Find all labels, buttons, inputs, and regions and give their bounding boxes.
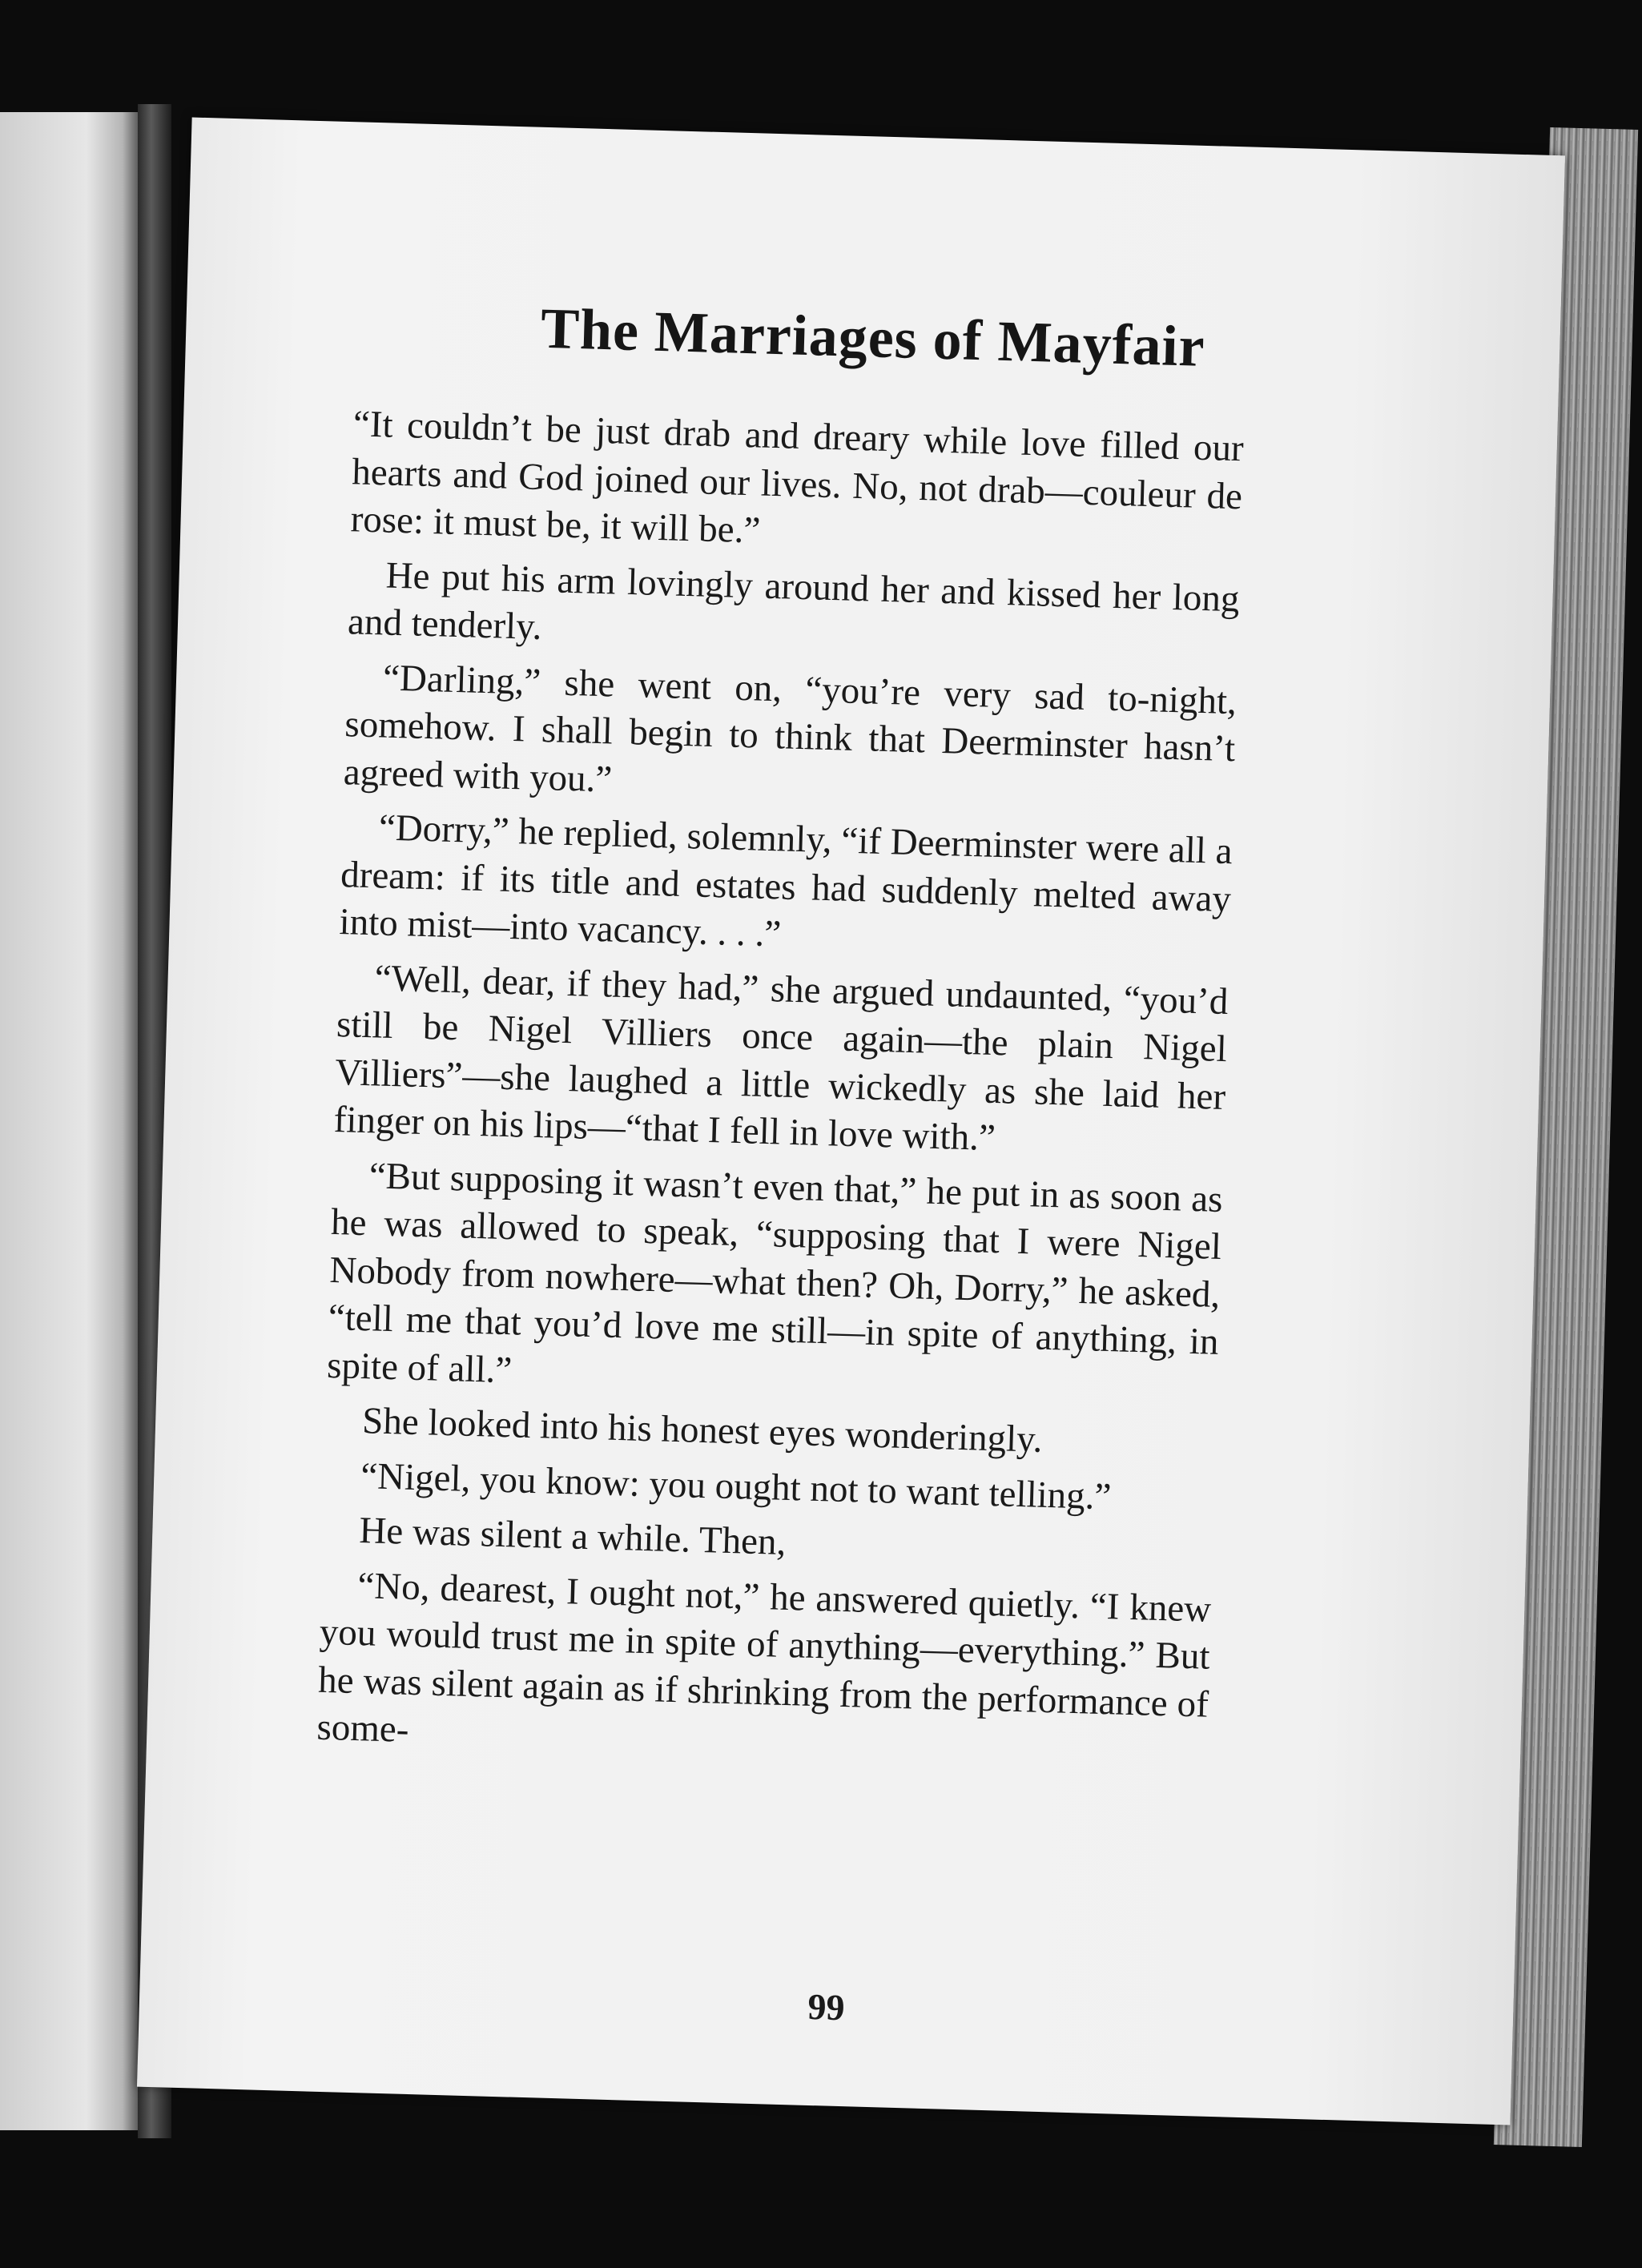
paragraph: “Darling,” she went on, “you’re very sad to-night, somehow. I shall begin to think that Deerminster hasn’t agreed with you.” <box>343 656 1238 800</box>
paragraph: “But supposing it wasn’t even that,” he put in as soon as he was allowed to speak, “supposing that I were Nigel Nobody from nowhere—what then? Oh, Dorry,” he asked, “tell me that you’d love me still—in spite of anything, in spite of all.” <box>326 1154 1224 1391</box>
paragraph: “Dorry,” he replied, solemnly, “if Deerminster were all a dream: if its title and estates had suddenly melted away into mist—into vacancy. . . .” <box>338 806 1234 955</box>
paragraph: “It couldn’t be just drab and dreary while love filled our hearts and God joined our lives. No, not drab—couleur de rose: it must be, it will be.” <box>350 403 1245 552</box>
book-page <box>137 118 1565 2125</box>
paragraph: “Nigel, you know: you ought not to want telling.” <box>360 1454 1113 1518</box>
page-body <box>316 400 1245 1783</box>
paragraph: He was silent a while. Then, <box>358 1510 787 1563</box>
paragraph: She looked into his honest eyes wonderingly. <box>361 1400 1044 1461</box>
paragraph: “Well, dear, if they had,” she argued undaunted, “you’d still be Nigel Villiers once again—the plain Nigel Villiers”—she laughed a little wickedly as she laid her finger on his lips—“that I fell in love with.” <box>333 956 1229 1160</box>
paragraph: “No, dearest, I ought not,” he answered quietly. “I knew you would trust me in spite of anything—everything.” But he was silent again as if shrinking from the performance of some- <box>316 1564 1212 1751</box>
running-header: The Marriages of Mayfair <box>540 296 1206 379</box>
page-number: 99 <box>807 1985 846 2029</box>
paragraph: He put his arm lovingly around her and kissed her long and tenderly. <box>347 554 1241 648</box>
facing-page-edge <box>0 112 144 2130</box>
